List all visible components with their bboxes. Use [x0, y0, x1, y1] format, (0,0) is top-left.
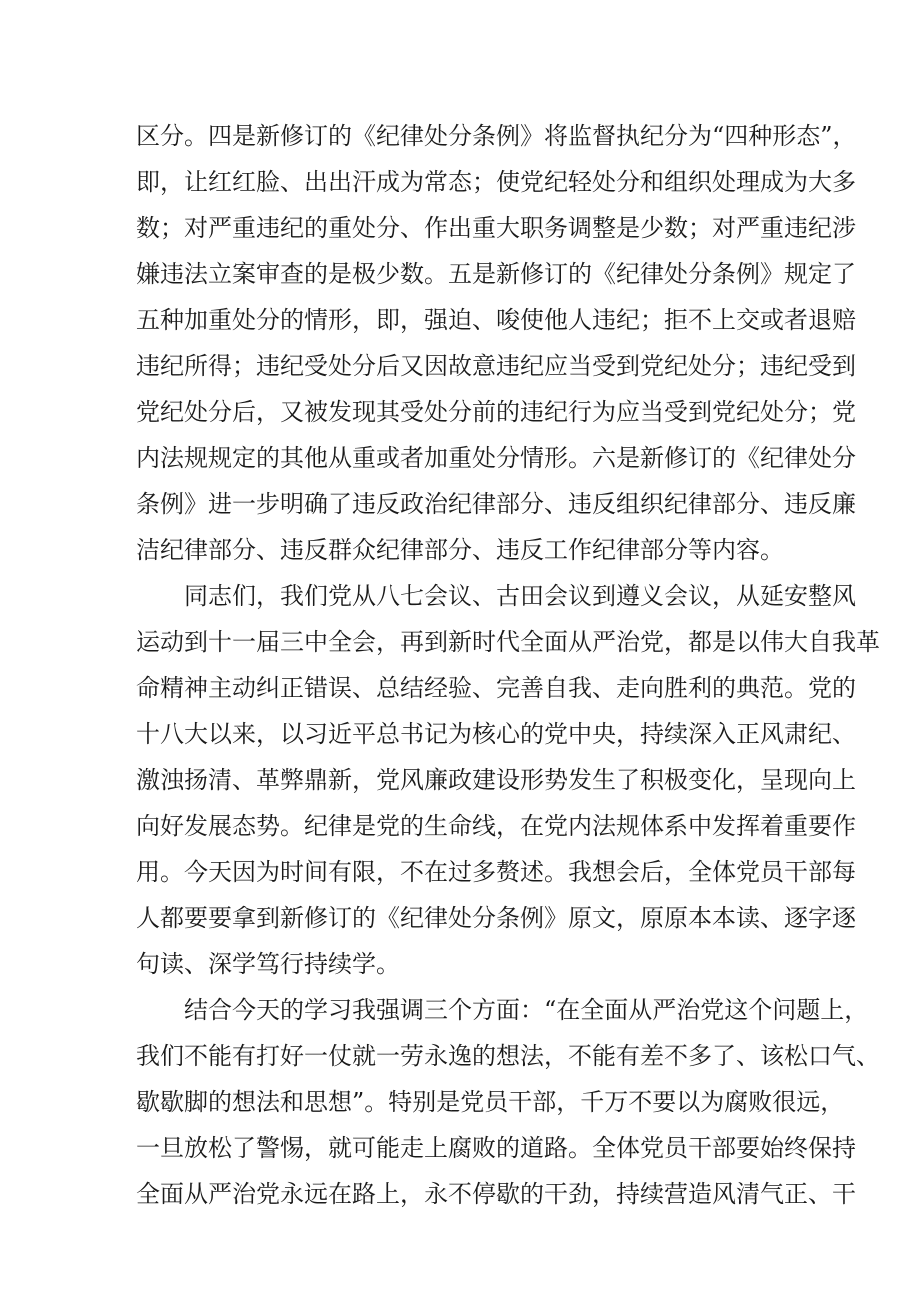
- text-line: 向好发展态势。纪律是党的生命线，在党内法规体系中发挥着重要作: [136, 812, 856, 840]
- text-line: 嫌违法立案审查的是极少数。五是新修订的《纪律处分条例》规定了: [136, 260, 856, 288]
- text-line: 全面从严治党永远在路上，永不停歇的干劲，持续营造风清气正、干: [136, 1180, 856, 1208]
- text-line: 我们不能有打好一仗就一劳永逸的想法，不能有差不多了、该松口气、: [136, 1042, 880, 1070]
- text-line: 条例》进一步明确了违反政治纪律部分、违反组织纪律部分、违反廉: [136, 490, 856, 518]
- text-line: 结合今天的学习我强调三个方面：“在全面从严治党这个问题上，: [184, 996, 869, 1024]
- text-line: 即，让红红脸、出出汗成为常态；使党纪轻处分和组织处理成为大多: [136, 168, 856, 196]
- text-line: 运动到十一届三中全会，再到新时代全面从严治党，都是以伟大自我革: [136, 628, 880, 656]
- text-line: 人都要要拿到新修订的《纪律处分条例》原文，原原本本读、逐字逐: [136, 904, 856, 932]
- text-line: 同志们，我们党从八七会议、古田会议到遵义会议，从延安整风: [184, 582, 856, 610]
- text-line: 党纪处分后，又被发现其受处分前的违纪行为应当受到党纪处分；党: [136, 398, 856, 426]
- text-line: 歇歇脚的想法和思想”。特别是党员干部，千万不要以为腐败很远，: [136, 1088, 845, 1116]
- text-line: 十八大以来，以习近平总书记为核心的党中央，持续深入正风肃纪、: [136, 720, 856, 748]
- text-line: 用。今天因为时间有限，不在过多赘述。我想会后，全体党员干部每: [136, 858, 856, 886]
- text-line: 五种加重处分的情形，即，强迫、唆使他人违纪；拒不上交或者退赔: [136, 306, 856, 334]
- text-line: 激浊扬清、革弊鼎新，党风廉政建设形势发生了积极变化，呈现向上: [136, 766, 856, 794]
- text-line: 违纪所得；违纪受处分后又因故意违纪应当受到党纪处分；违纪受到: [136, 352, 856, 380]
- text-line: 内法规规定的其他从重或者加重处分情形。六是新修订的《纪律处分: [136, 444, 856, 472]
- text-line: 句读、深学笃行持续学。: [136, 950, 400, 978]
- text-line: 数；对严重违纪的重处分、作出重大职务调整是少数；对严重违纪涉: [136, 214, 856, 242]
- text-line: 区分。四是新修订的《纪律处分条例》将监督执纪分为“四种形态”，: [136, 122, 857, 150]
- text-line: 命精神主动纠正错误、总结经验、完善自我、走向胜利的典范。党的: [136, 674, 856, 702]
- text-line: 洁纪律部分、违反群众纪律部分、违反工作纪律部分等内容。: [136, 536, 784, 564]
- text-line: 一旦放松了警惕，就可能走上腐败的道路。全体党员干部要始终保持: [136, 1134, 856, 1162]
